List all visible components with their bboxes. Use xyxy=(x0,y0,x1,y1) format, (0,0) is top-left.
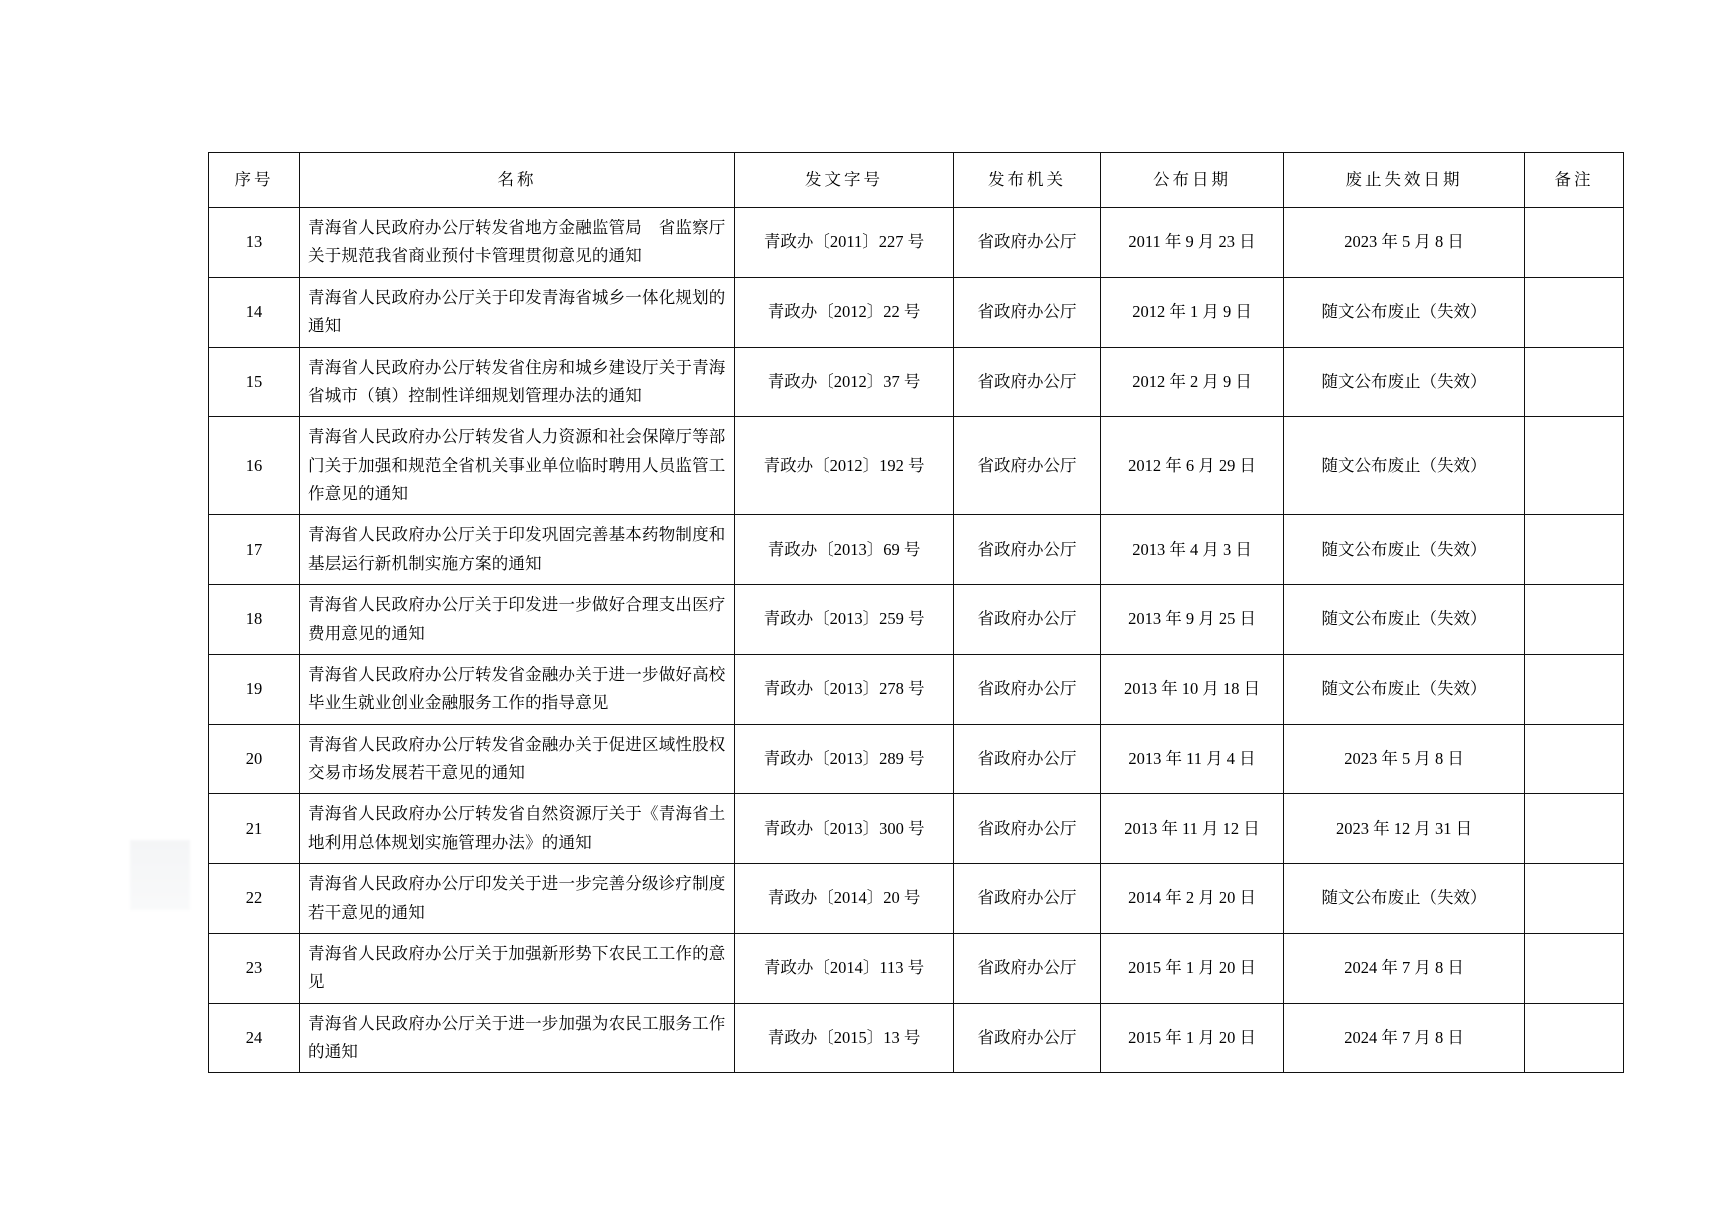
cell-name: 青海省人民政府办公厅转发省地方金融监管局 省监察厅关于规范我省商业预付卡管理贯彻意见的通知 xyxy=(300,208,735,278)
column-header-name: 名称 xyxy=(300,153,735,208)
cell-name: 青海省人民政府办公厅印发关于进一步完善分级诊疗制度若干意见的通知 xyxy=(300,864,735,934)
cell-issuing-body: 省政府办公厅 xyxy=(954,654,1101,724)
cell-remarks xyxy=(1525,724,1624,794)
cell-remarks xyxy=(1525,1003,1624,1073)
cell-name: 青海省人民政府办公厅转发省人力资源和社会保障厅等部门关于加强和规范全省机关事业单位临时聘用人员监管工作意见的通知 xyxy=(300,417,735,515)
cell-doc-number: 青政办〔2013〕278 号 xyxy=(735,654,954,724)
table-row xyxy=(209,277,1624,347)
cell-repeal-date: 2024 年 7 月 8 日 xyxy=(1284,933,1525,1003)
cell-doc-number: 青政办〔2014〕20 号 xyxy=(735,864,954,934)
table-row xyxy=(209,208,1624,278)
cell-name: 青海省人民政府办公厅关于印发青海省城乡一体化规划的通知 xyxy=(300,277,735,347)
cell-publish-date: 2015 年 1 月 20 日 xyxy=(1101,1003,1284,1073)
column-header-index: 序号 xyxy=(209,153,300,208)
cell-repeal-date: 随文公布废止（失效） xyxy=(1284,654,1525,724)
table-row xyxy=(209,933,1624,1003)
cell-publish-date: 2011 年 9 月 23 日 xyxy=(1101,208,1284,278)
cell-repeal-date: 随文公布废止（失效） xyxy=(1284,277,1525,347)
cell-repeal-date: 随文公布废止（失效） xyxy=(1284,864,1525,934)
cell-issuing-body: 省政府办公厅 xyxy=(954,347,1101,417)
cell-repeal-date: 随文公布废止（失效） xyxy=(1284,515,1525,585)
table-row xyxy=(209,347,1624,417)
cell-issuing-body: 省政府办公厅 xyxy=(954,208,1101,278)
column-header-remarks: 备注 xyxy=(1525,153,1624,208)
cell-name: 青海省人民政府办公厅转发省金融办关于进一步做好高校毕业生就业创业金融服务工作的指导意见 xyxy=(300,654,735,724)
cell-publish-date: 2014 年 2 月 20 日 xyxy=(1101,864,1284,934)
cell-issuing-body: 省政府办公厅 xyxy=(954,1003,1101,1073)
table-header-row xyxy=(209,153,1624,208)
repealed-documents-table xyxy=(208,152,1624,1073)
cell-name: 青海省人民政府办公厅转发省自然资源厅关于《青海省土地利用总体规划实施管理办法》的通知 xyxy=(300,794,735,864)
cell-remarks xyxy=(1525,864,1624,934)
cell-name: 青海省人民政府办公厅关于印发巩固完善基本药物制度和基层运行新机制实施方案的通知 xyxy=(300,515,735,585)
cell-repeal-date: 随文公布废止（失效） xyxy=(1284,417,1525,515)
cell-doc-number: 青政办〔2014〕113 号 xyxy=(735,933,954,1003)
cell-publish-date: 2013 年 4 月 3 日 xyxy=(1101,515,1284,585)
table-row xyxy=(209,417,1624,515)
cell-publish-date: 2012 年 1 月 9 日 xyxy=(1101,277,1284,347)
table-row xyxy=(209,515,1624,585)
cell-name: 青海省人民政府办公厅关于加强新形势下农民工工作的意见 xyxy=(300,933,735,1003)
cell-doc-number: 青政办〔2012〕37 号 xyxy=(735,347,954,417)
cell-remarks xyxy=(1525,515,1624,585)
cell-publish-date: 2013 年 11 月 4 日 xyxy=(1101,724,1284,794)
cell-index: 16 xyxy=(209,417,300,515)
cell-doc-number: 青政办〔2012〕192 号 xyxy=(735,417,954,515)
cell-issuing-body: 省政府办公厅 xyxy=(954,794,1101,864)
cell-doc-number: 青政办〔2013〕289 号 xyxy=(735,724,954,794)
cell-doc-number: 青政办〔2013〕69 号 xyxy=(735,515,954,585)
cell-remarks xyxy=(1525,277,1624,347)
cell-publish-date: 2012 年 6 月 29 日 xyxy=(1101,417,1284,515)
cell-name: 青海省人民政府办公厅关于进一步加强为农民工服务工作的通知 xyxy=(300,1003,735,1073)
table-row xyxy=(209,794,1624,864)
cell-remarks xyxy=(1525,585,1624,655)
cell-index: 19 xyxy=(209,654,300,724)
cell-index: 14 xyxy=(209,277,300,347)
cell-remarks xyxy=(1525,794,1624,864)
cell-index: 21 xyxy=(209,794,300,864)
cell-repeal-date: 2023 年 12 月 31 日 xyxy=(1284,794,1525,864)
cell-issuing-body: 省政府办公厅 xyxy=(954,515,1101,585)
table-body xyxy=(209,208,1624,1073)
cell-index: 15 xyxy=(209,347,300,417)
cell-issuing-body: 省政府办公厅 xyxy=(954,585,1101,655)
cell-remarks xyxy=(1525,347,1624,417)
cell-publish-date: 2012 年 2 月 9 日 xyxy=(1101,347,1284,417)
cell-remarks xyxy=(1525,208,1624,278)
column-header-repeal-date: 废止失效日期 xyxy=(1284,153,1525,208)
cell-doc-number: 青政办〔2013〕300 号 xyxy=(735,794,954,864)
cell-publish-date: 2013 年 11 月 12 日 xyxy=(1101,794,1284,864)
cell-repeal-date: 随文公布废止（失效） xyxy=(1284,585,1525,655)
table-row xyxy=(209,585,1624,655)
cell-index: 20 xyxy=(209,724,300,794)
cell-repeal-date: 随文公布废止（失效） xyxy=(1284,347,1525,417)
cell-name: 青海省人民政府办公厅转发省金融办关于促进区域性股权交易市场发展若干意见的通知 xyxy=(300,724,735,794)
page-watermark xyxy=(130,840,190,910)
cell-remarks xyxy=(1525,933,1624,1003)
column-header-issuing-body: 发布机关 xyxy=(954,153,1101,208)
column-header-doc-number: 发文字号 xyxy=(735,153,954,208)
cell-repeal-date: 2023 年 5 月 8 日 xyxy=(1284,724,1525,794)
table-row xyxy=(209,1003,1624,1073)
cell-publish-date: 2013 年 9 月 25 日 xyxy=(1101,585,1284,655)
cell-issuing-body: 省政府办公厅 xyxy=(954,933,1101,1003)
cell-remarks xyxy=(1525,654,1624,724)
cell-repeal-date: 2024 年 7 月 8 日 xyxy=(1284,1003,1525,1073)
column-header-publish-date: 公布日期 xyxy=(1101,153,1284,208)
cell-issuing-body: 省政府办公厅 xyxy=(954,724,1101,794)
table-row xyxy=(209,724,1624,794)
cell-index: 13 xyxy=(209,208,300,278)
cell-issuing-body: 省政府办公厅 xyxy=(954,277,1101,347)
cell-index: 18 xyxy=(209,585,300,655)
cell-index: 24 xyxy=(209,1003,300,1073)
table-row xyxy=(209,864,1624,934)
table-row xyxy=(209,654,1624,724)
cell-remarks xyxy=(1525,417,1624,515)
cell-publish-date: 2013 年 10 月 18 日 xyxy=(1101,654,1284,724)
cell-publish-date: 2015 年 1 月 20 日 xyxy=(1101,933,1284,1003)
cell-doc-number: 青政办〔2011〕227 号 xyxy=(735,208,954,278)
cell-index: 17 xyxy=(209,515,300,585)
cell-doc-number: 青政办〔2012〕22 号 xyxy=(735,277,954,347)
cell-issuing-body: 省政府办公厅 xyxy=(954,417,1101,515)
cell-index: 23 xyxy=(209,933,300,1003)
cell-name: 青海省人民政府办公厅转发省住房和城乡建设厅关于青海省城市（镇）控制性详细规划管理办法的通知 xyxy=(300,347,735,417)
cell-repeal-date: 2023 年 5 月 8 日 xyxy=(1284,208,1525,278)
cell-doc-number: 青政办〔2015〕13 号 xyxy=(735,1003,954,1073)
cell-index: 22 xyxy=(209,864,300,934)
cell-issuing-body: 省政府办公厅 xyxy=(954,864,1101,934)
cell-name: 青海省人民政府办公厅关于印发进一步做好合理支出医疗费用意见的通知 xyxy=(300,585,735,655)
cell-doc-number: 青政办〔2013〕259 号 xyxy=(735,585,954,655)
